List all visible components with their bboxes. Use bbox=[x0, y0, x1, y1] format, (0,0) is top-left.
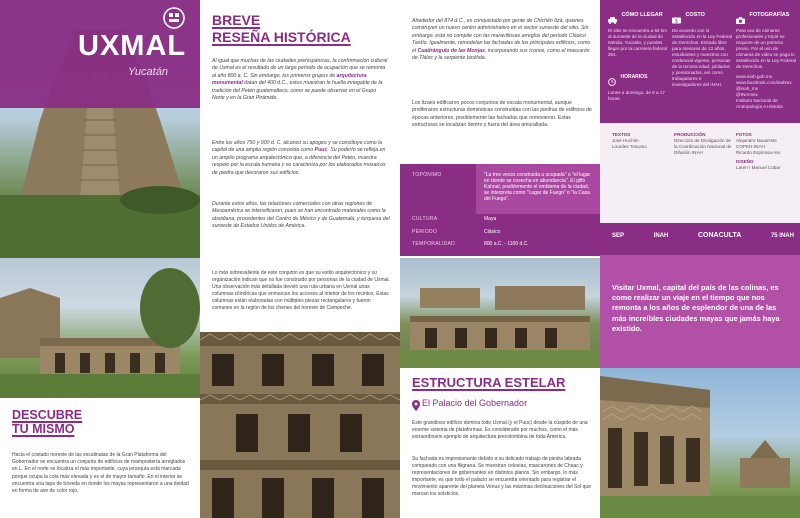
logos-band bbox=[600, 223, 800, 255]
cover-subtitle: Yucatán bbox=[128, 66, 168, 78]
social-link[interactable]: www.facebook.com/inahmx bbox=[736, 80, 792, 85]
promo-text: Visitar Uxmal, capital del país de las colinas, es como realizar un viaje en el tiempo que nos remonta a los años de esplendor de una de las más increíbles ciudades mayas que jamás haya existido. bbox=[612, 283, 780, 333]
info-label: TOPÓNIMO bbox=[412, 172, 442, 178]
credits-textos: TEXTOS José Huchim Lourdes Toscano bbox=[612, 132, 647, 149]
social-link[interactable]: @INAHmx bbox=[736, 92, 758, 97]
logo: CONACULTA bbox=[698, 232, 742, 239]
estelar-subtitle: El Palacio del Gobernador bbox=[422, 398, 528, 408]
estelar-title: ESTRUCTURA ESTELAR bbox=[412, 375, 566, 390]
col3-paragraph-2: Los itzaes edificaron pocos conjuntos de escala monumental, aunque proliferaron estructuras domésticas construidas con las piedras de edificios de épocas anteriores, posiblemente las fachadas que removieron. Estas estructuras se localizan dentro y fuera del área amurallada. bbox=[412, 100, 592, 129]
info-label: PERIODO bbox=[412, 229, 438, 235]
social-link[interactable]: www.inah.gob.mx bbox=[736, 74, 773, 79]
palace-photo bbox=[0, 258, 200, 398]
costo-section: $ COSTO De acuerdo con lo establecido en la Ley Federal de Derechos. Entrada libre para menores de 13 años, estudiantes y maestros con credencial vigente, personas de la tercera edad, jubilados y pensionados, así como trabajadores e investigadores del INAH. bbox=[672, 11, 733, 87]
info-label: CULTURA bbox=[412, 216, 438, 222]
info-value: "La tres veces construida u ocupada" o "el lugar en donde se cosecha en abundancia". El glifo Kahnal, posiblemente el emblema de la ciudad, se interpreta como "Lugar de Fuego" o "la Casa del Fuego". bbox=[484, 172, 591, 202]
horarios-section: HORARIOS Lunes a domingo, de 8 a 17 horas. bbox=[608, 73, 665, 101]
descubre-text: Hacia el costado noreste de las escalinatas de la Gran Plataforma del Gobernador se encuentra un conjunto de edificios de mampostería arreglados en L. En el norte se localiza el más importante, cuya jerarquía está marcada porque ocupa la cota más elevada y es el de mayor tamaño. En el interior se encuentra una tapa de bóveda en donde los mayas representaron a una deidad en forma de ave de color rojo. bbox=[12, 452, 189, 495]
history-title: BREVE RESEÑA HISTÓRICA bbox=[212, 12, 351, 45]
svg-text:$: $ bbox=[674, 18, 679, 25]
car-icon bbox=[608, 11, 617, 18]
logo: SEP bbox=[612, 232, 625, 239]
info-value: Maya bbox=[484, 216, 497, 222]
info-value: Clásico bbox=[484, 229, 501, 235]
history-paragraph-4: Lo más sobresaliente de este conjunto es que su estilo arquitectónico y su organización indican que no fue construido por personas de la ciudad de Uxmal. Una observación más detallada develó una ruta urbana en Uxmal unas columnas cilíndricas que enmarcan los accesos al interior de los recintos. Estas columnas están elaboradas con múltiples piezas rectangulares y fueron comunes en la región de los chenes del noreste de Campeche. bbox=[212, 270, 390, 311]
logo: 75 INAH bbox=[770, 232, 794, 239]
social-link[interactable]: @inah_mx bbox=[736, 86, 759, 91]
info-value: 800 a.C. - 1100 d.C. bbox=[484, 241, 529, 247]
estelar-paragraph-1: Este grandioso edificio domina todo Uxmal (y el Puuc) desde la cúspide de una enorme sistema de plataformas. Es considerado por muchos, como el más extraordinario ejemplo de arquitectura precolombina de toda América. bbox=[412, 420, 588, 440]
history-paragraph-1: Al igual que muchas de las ciudades prehispánicas, la conformación cultural de Uxmal es el resultado de un largo período de ocupación que se remonta al año 800 a. C. Sin embargo, los primeros grupos de arquitectura monumental datan del 400 d.C., estos muestran la huella innegable de la tradición del Petén guatemalteco, como se puede observar en el Grupo Norte y en la Gran Pirámide. bbox=[212, 58, 388, 102]
col3-paragraph-1: Alrededor del 874 d.C., es conquistado por gente de Chichén Itzá, quienes construyen un nuevo centro administrativo en el sector suroeste del sitio. Sin embargo, está no compite con las maravillosas arreglos del periodo Clásico Tardío. Igualmente, remodelan las fachadas de los principales edificios, como el Cuadrángulo de las Monjas, incorporando sus íconos, como el mascarón de Tláloc y la serpiente bicéfala. bbox=[412, 18, 591, 62]
camera-icon bbox=[736, 11, 745, 18]
fotografias-section: FOTOGRAFÍAS Para uso de cámaras profesionales y trípié se requiere de un permiso previo. Por el uso de cámaras de video se paga lo establecido en la Ley Federal de Derechos. www.inah.gob.mx www.facebook.com/inahmx @inah_mx @INAHmx Instituto Nacional de Antropología e Historia bbox=[736, 11, 797, 109]
social-link[interactable]: Instituto Nacional de Antropología e Historia bbox=[736, 98, 783, 109]
ticket-icon bbox=[672, 11, 681, 25]
history-paragraph-3: Durante estos años, las relaciones comerciales con otras regiones de Mesoamérica se intensificaron, pues se han encontrado materiales como la obsidiana, procedentes del Centro de México y de Guatemala, y turquesa del suroeste de Estados Unidos de América. bbox=[212, 201, 390, 230]
descubre-title: DESCUBRE TÚ MISMO bbox=[12, 408, 83, 436]
como-llegar-section: CÓMO LLEGAR El sitio se encuentra a 62 km al suroeste de la ciudad de Mérida, Yucatán, y puedes llegar por la carretera federal 261. bbox=[608, 11, 667, 57]
credits-fotos: FOTOS Alejandro Navarrete COPEH-INAH Ricardo Espinosa-reo DISEÑO Laren / Manuel Cobar bbox=[736, 132, 781, 170]
governor-palace-photo bbox=[600, 368, 800, 518]
cover-title: UXMAL bbox=[78, 30, 187, 62]
clock-icon bbox=[608, 73, 616, 81]
mosaic-facade-photo bbox=[200, 332, 400, 518]
logo: INAH bbox=[653, 232, 669, 239]
cuadrangulo-photo bbox=[400, 258, 600, 368]
credits-produccion: PRODUCCIÓN Dirección de Divulgación de la Coordinación Nacional de Difusión INAH bbox=[674, 132, 732, 155]
social-links bbox=[736, 74, 796, 110]
estelar-paragraph-2: Su fachada es impresionante debido a su delicado trabajo de piedra labrada comparado con una filigrana. Se muestran celosías, mascarones de Chaac y representaciones de gobernantes en distintos planos. Sin embargo, lo más importante, es que todo el palacio se encuentra orientado para registrar el movimiento aparente del planeta Venus y las máximas declinaciones del Sol que marcan los solsticios. bbox=[412, 456, 591, 497]
location-pin-icon bbox=[412, 398, 420, 409]
info-label: TEMPORALIDAD bbox=[412, 241, 456, 247]
logos-row bbox=[612, 232, 794, 239]
history-paragraph-2: Entre los años 750 y 900 d. C. alcanzó su apogeo y se constituye como la capital de una amplia región conocida como Puuc. Su poderío se refleja en un amplio programa arquitectónico que, a diferencia del Petén, muestra respeto por la escala humana y se caracteriza por los elaborados mosaicos de piedra que decoraron sus edificios. bbox=[212, 140, 386, 176]
uxmal-glyph-icon bbox=[162, 6, 186, 30]
